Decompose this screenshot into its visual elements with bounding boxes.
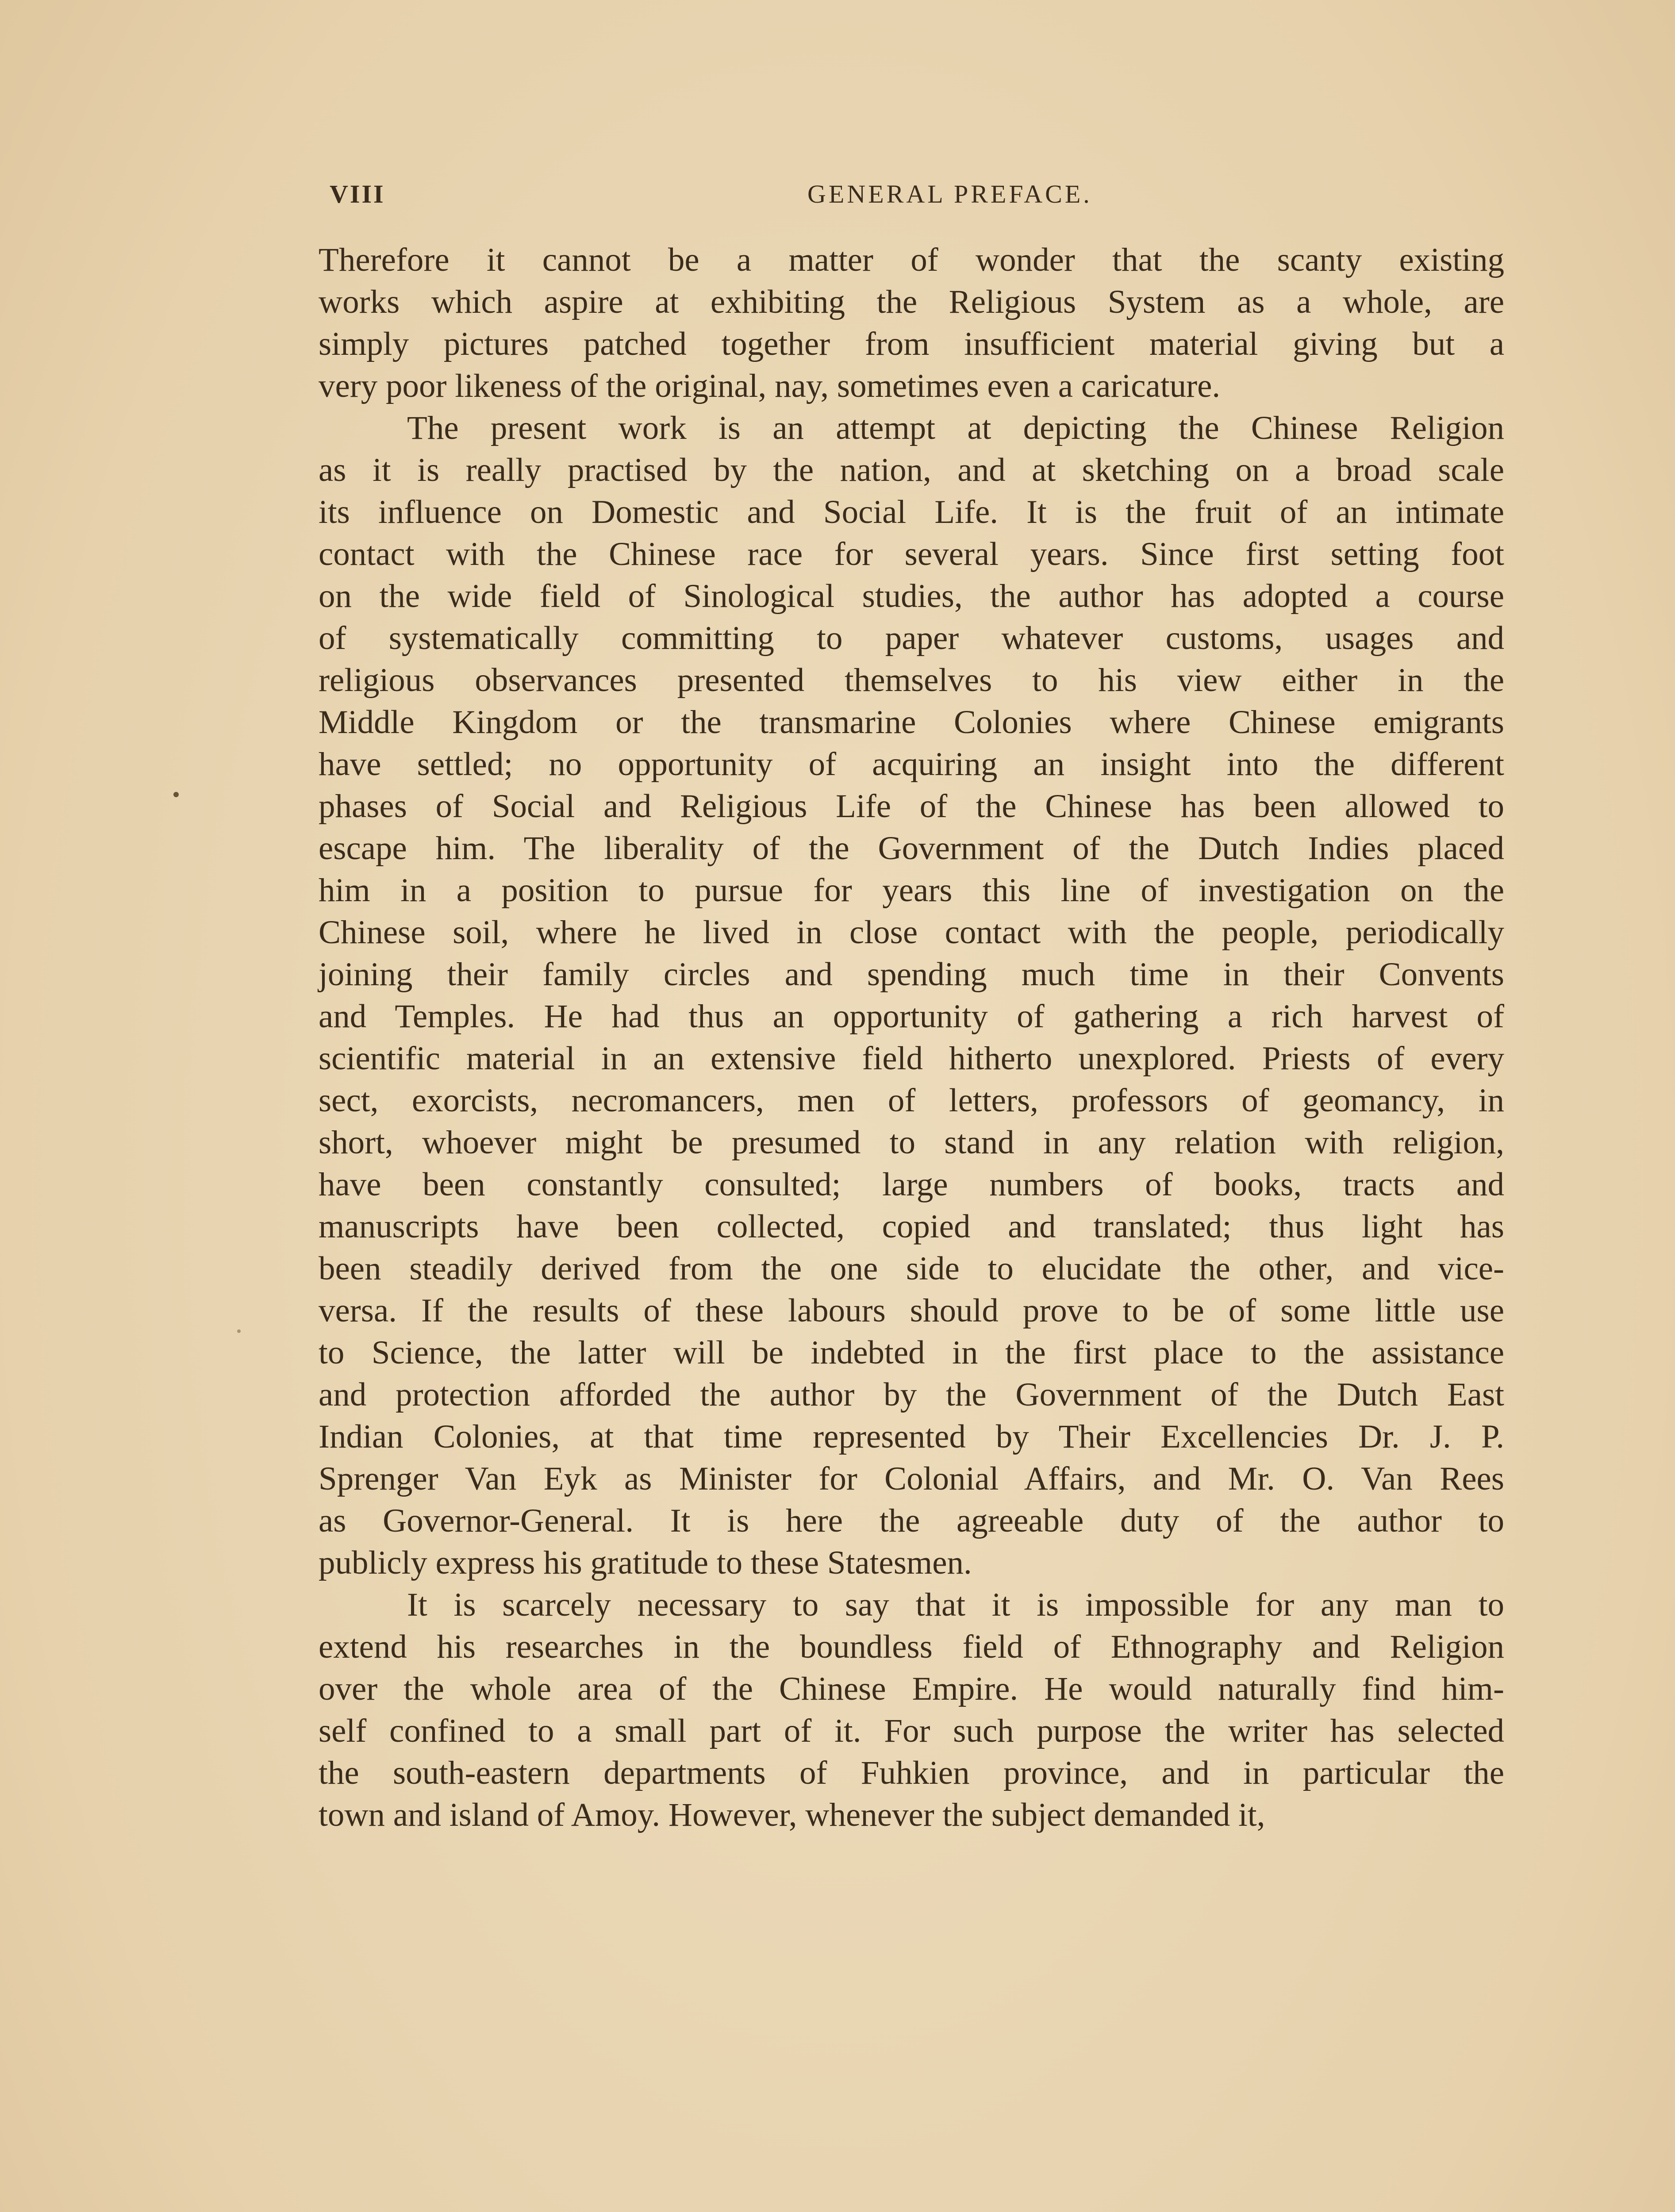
text-line: as it is really practised by the nation, and at sketching on a broad scale — [319, 452, 1504, 488]
text-line: Sprenger Van Eyk as Minister for Colonial Affairs, and Mr. O. Van Rees — [319, 1460, 1504, 1497]
text-line: of systematically committing to paper whatever customs, usages and — [319, 620, 1504, 657]
text-line: over the whole area of the Chinese Empire. He would naturally find him- — [319, 1671, 1504, 1707]
text-line: Middle Kingdom or the transmarine Colonies where Chinese emigrants — [319, 704, 1504, 741]
text-line: and Temples. He had thus an opportunity of gathering a rich harvest of — [319, 998, 1504, 1035]
text-line: publicly express his gratitude to these Statesmen. — [319, 1544, 972, 1581]
page-header — [330, 179, 1506, 219]
paragraph — [319, 239, 1504, 407]
text-line: been steadily derived from the one side to elucidate the other, and vice- — [319, 1250, 1504, 1287]
text-line: Therefore it cannot be a matter of wonder that the scanty existing — [319, 242, 1504, 278]
paper-speck — [237, 1329, 241, 1333]
text-line: Chinese soil, where he lived in close contact with the people, periodically — [319, 914, 1504, 951]
text-line: him in a position to pursue for years this line of investigation on the — [319, 872, 1504, 909]
text-line: the south-eastern departments of Fuhkien province, and in particular the — [319, 1755, 1504, 1791]
text-line: Indian Colonies, at that time represented by Their Excellencies Dr. J. P. — [319, 1418, 1504, 1455]
paragraph — [319, 407, 1504, 1584]
body-text — [319, 239, 1504, 1836]
text-line: The present work is an attempt at depicting the Chinese Religion — [407, 410, 1504, 446]
text-line: on the wide field of Sinological studies, the author has adopted a course — [319, 578, 1504, 614]
paper-speck — [173, 792, 179, 797]
text-line: contact with the Chinese race for several years. Since first setting foot — [319, 536, 1504, 572]
text-line: It is scarcely necessary to say that it is impossible for any man to — [407, 1586, 1504, 1623]
text-line: and protection afforded the author by the Government of the Dutch East — [319, 1376, 1504, 1413]
text-line: have been constantly consulted; large numbers of books, tracts and — [319, 1166, 1504, 1203]
text-line: escape him. The liberality of the Government of the Dutch Indies placed — [319, 830, 1504, 867]
paragraph — [319, 1584, 1504, 1836]
text-line: works which aspire at exhibiting the Religious System as a whole, are — [319, 284, 1504, 320]
text-line: religious observances presented themselves to his view either in the — [319, 662, 1504, 699]
text-line: scientific material in an extensive field hitherto unexplored. Priests of every — [319, 1040, 1504, 1077]
page-number: VIII — [330, 180, 385, 208]
text-line: its influence on Domestic and Social Life. It is the fruit of an intimate — [319, 494, 1504, 530]
running-title: GENERAL PREFACE. — [807, 180, 1092, 208]
text-line: sect, exorcists, necromancers, men of letters, professors of geomancy, in — [319, 1082, 1504, 1119]
text-line: extend his researches in the boundless field of Ethnography and Religion — [319, 1628, 1504, 1665]
text-line: very poor likeness of the original, nay, sometimes even a caricature. — [319, 368, 1221, 404]
text-line: as Governor-General. It is here the agreeable duty of the author to — [319, 1502, 1504, 1539]
text-line: phases of Social and Religious Life of the Chinese has been allowed to — [319, 788, 1504, 825]
text-line: short, whoever might be presumed to stand in any relation with religion, — [319, 1124, 1504, 1161]
text-line: joining their family circles and spending much time in their Convents — [319, 956, 1504, 993]
text-line: versa. If the results of these labours should prove to be of some little use — [319, 1292, 1504, 1329]
text-line: have settled; no opportunity of acquiring an insight into the different — [319, 746, 1504, 783]
text-line: self confined to a small part of it. For such purpose the writer has selected — [319, 1713, 1504, 1749]
text-line: town and island of Amoy. However, whenever the subject demanded it, — [319, 1797, 1265, 1833]
text-line: to Science, the latter will be indebted in the first place to the assistance — [319, 1334, 1504, 1371]
text-line: manuscripts have been collected, copied and translated; thus light has — [319, 1208, 1504, 1245]
text-line: simply pictures patched together from insufficient material giving but a — [319, 326, 1504, 362]
